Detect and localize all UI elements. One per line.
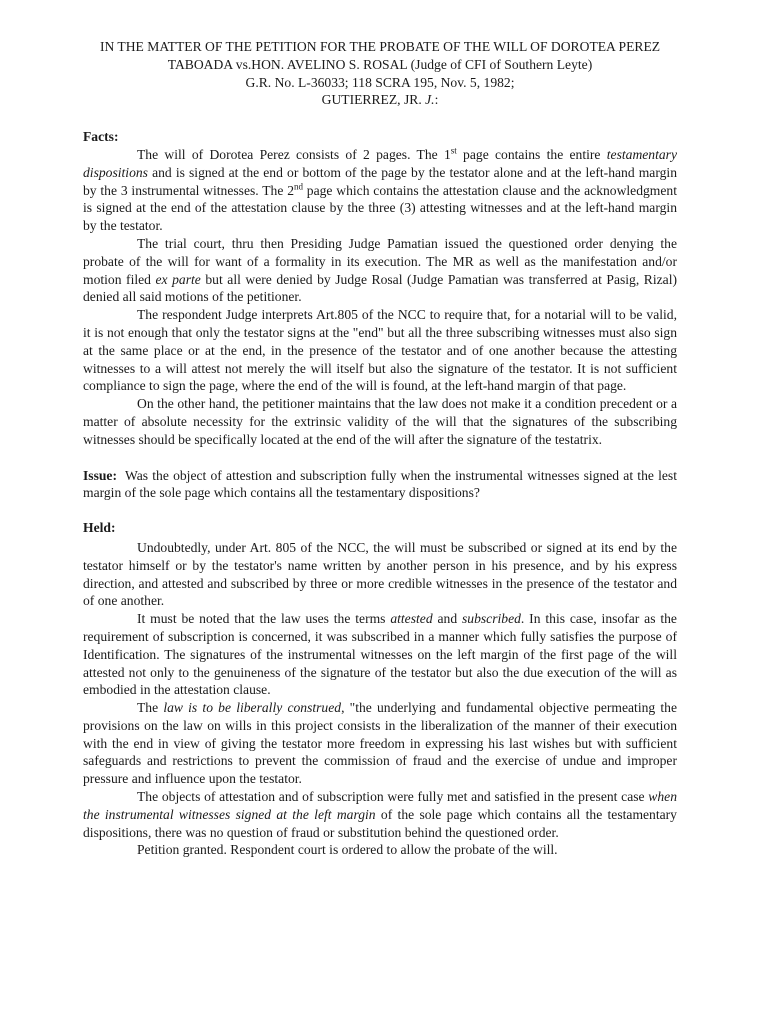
held-paragraph-4 bbox=[83, 788, 677, 841]
text-run: and is signed at the end or bottom of the page by the testator alone and at the left-hand margin by the 3 instrumental witnesses. The 2 bbox=[83, 164, 677, 198]
facts-paragraph-2 bbox=[83, 235, 677, 306]
text-run: The trial court, thru then Presiding Judge Pamatian issued the questioned order denying the probate of the will for want of a formality in its execution. The MR as well as the manifestation and/or motion filed bbox=[83, 235, 677, 287]
document-page bbox=[83, 38, 677, 859]
case-parties: TABOADA vs.HON. AVELINO S. ROSAL (Judge of CFI of Southern Leyte) bbox=[167, 56, 593, 72]
text-run: and bbox=[432, 611, 462, 627]
ponente-colon: : bbox=[434, 92, 439, 108]
emphasis: attested bbox=[390, 611, 433, 627]
text-run: The will of Dorotea Perez consists of 2 pages. The 1 bbox=[137, 146, 451, 162]
text-run: of the sole page which contains all the testamentary dispositions, there was no question of fraud or substitution behind the questioned order. bbox=[83, 806, 677, 840]
case-header bbox=[83, 38, 677, 109]
text-run: . In this case, insofar as the requirement of subscription is concerned, it was subscribed in a manner which fully satisfies the purpose of Identification. The signatures of the instrumental witnesses on the left margin of the first page of the will attested not only to the genuineness of the signature of the testator but also the due execution of the will as embodied in the attestation clause. bbox=[83, 611, 677, 698]
held-paragraph-2 bbox=[83, 610, 677, 699]
text-run: The objects of attestation and of subscription were fully met and satisfied in the present case bbox=[137, 789, 649, 805]
held-paragraph-1: Undoubtedly, under Art. 805 of the NCC, the will must be subscribed or signed at its end by the testator himself or by the testator's name written by another person in his presence, and by his express direction, and attested and subscribed by three or more credible witnesses in the presence of the testator and of one another. bbox=[83, 539, 677, 609]
case-citation: G.R. No. L-36033; 118 SCRA 195, Nov. 5, 1982; bbox=[245, 74, 515, 90]
emphasis: when the instrumental witnesses signed at the left margin bbox=[83, 789, 677, 822]
emphasis: law is to be liberally construed bbox=[163, 700, 342, 716]
text-run: It must be noted that the law uses the terms bbox=[137, 611, 391, 627]
issue-block bbox=[83, 467, 677, 503]
superscript: nd bbox=[294, 181, 303, 192]
case-ponente bbox=[83, 91, 677, 109]
held-paragraph-5: Petition granted. Respondent court is ordered to allow the probate of the will. bbox=[137, 842, 558, 858]
held-paragraph-3 bbox=[83, 699, 677, 788]
held-block bbox=[83, 539, 677, 859]
text-run: but all were denied by Judge Rosal (Judge Pamatian was transferred at Pasig, Rizal) denied all said motions of the petitioner. bbox=[83, 271, 677, 305]
case-title: IN THE MATTER OF THE PETITION FOR THE PROBATE OF THE WILL OF DOROTEA PEREZ bbox=[99, 39, 661, 54]
emphasis: ex parte bbox=[155, 271, 201, 287]
text-run: The bbox=[137, 700, 164, 716]
ponente-name: GUTIERREZ, JR. bbox=[321, 92, 426, 108]
emphasis: testamentary dispositions bbox=[83, 146, 677, 180]
facts-paragraph-3: The respondent Judge interprets Art.805 of the NCC to require that, for a notarial will to be valid, it is not enough that only the testator signs at the "end" but all the three subscribing witnesses must also sign at the same place or at the end, in the presence of the testator and of one another because the attesting witnesses to a will attest not merely the will itself but also the signature of the testator. It is not sufficient compliance to sign the page, where the end of the will is found, at the left-hand margin of that page. bbox=[83, 307, 677, 394]
text-run: page contains the entire bbox=[456, 146, 607, 162]
issue-text: Was the object of attestion and subscription fully when the instrumental witnesses signed at the lest margin of the sole page which contains all the testamentary dispositions? bbox=[83, 467, 677, 501]
facts-paragraph-1 bbox=[83, 146, 677, 235]
superscript: st bbox=[450, 145, 457, 156]
facts-heading: Facts: bbox=[83, 129, 119, 145]
text-run: page which contains the attestation clause and the acknowledgment is signed at the end of the attestation clause by the three (3) attesting witnesses and at the left-hand margin by the testator. bbox=[83, 182, 677, 234]
text-run: , "the underlying and fundamental objective permeating the provisions on the law on wills in this project consists in the liberalization of the manner of their execution with the end in view of giving the testator more freedom in expressing his last wishes but with sufficient safeguards and restrictions to prevent the commission of fraud and the exercise of undue and improper pressure and influence upon the testator. bbox=[83, 700, 677, 787]
emphasis: subscribed bbox=[462, 611, 521, 627]
facts-paragraph-4: On the other hand, the petitioner maintains that the law does not make it a condition precedent or a matter of absolute necessity for the extrinsic validity of the will that the signatures of the subscribing witnesses should be specifically located at the end of the will after the signature of the testatrix. bbox=[83, 396, 677, 447]
issue-heading: Issue: bbox=[83, 467, 117, 483]
ponente-title: J. bbox=[425, 92, 435, 108]
held-heading: Held: bbox=[83, 520, 116, 536]
